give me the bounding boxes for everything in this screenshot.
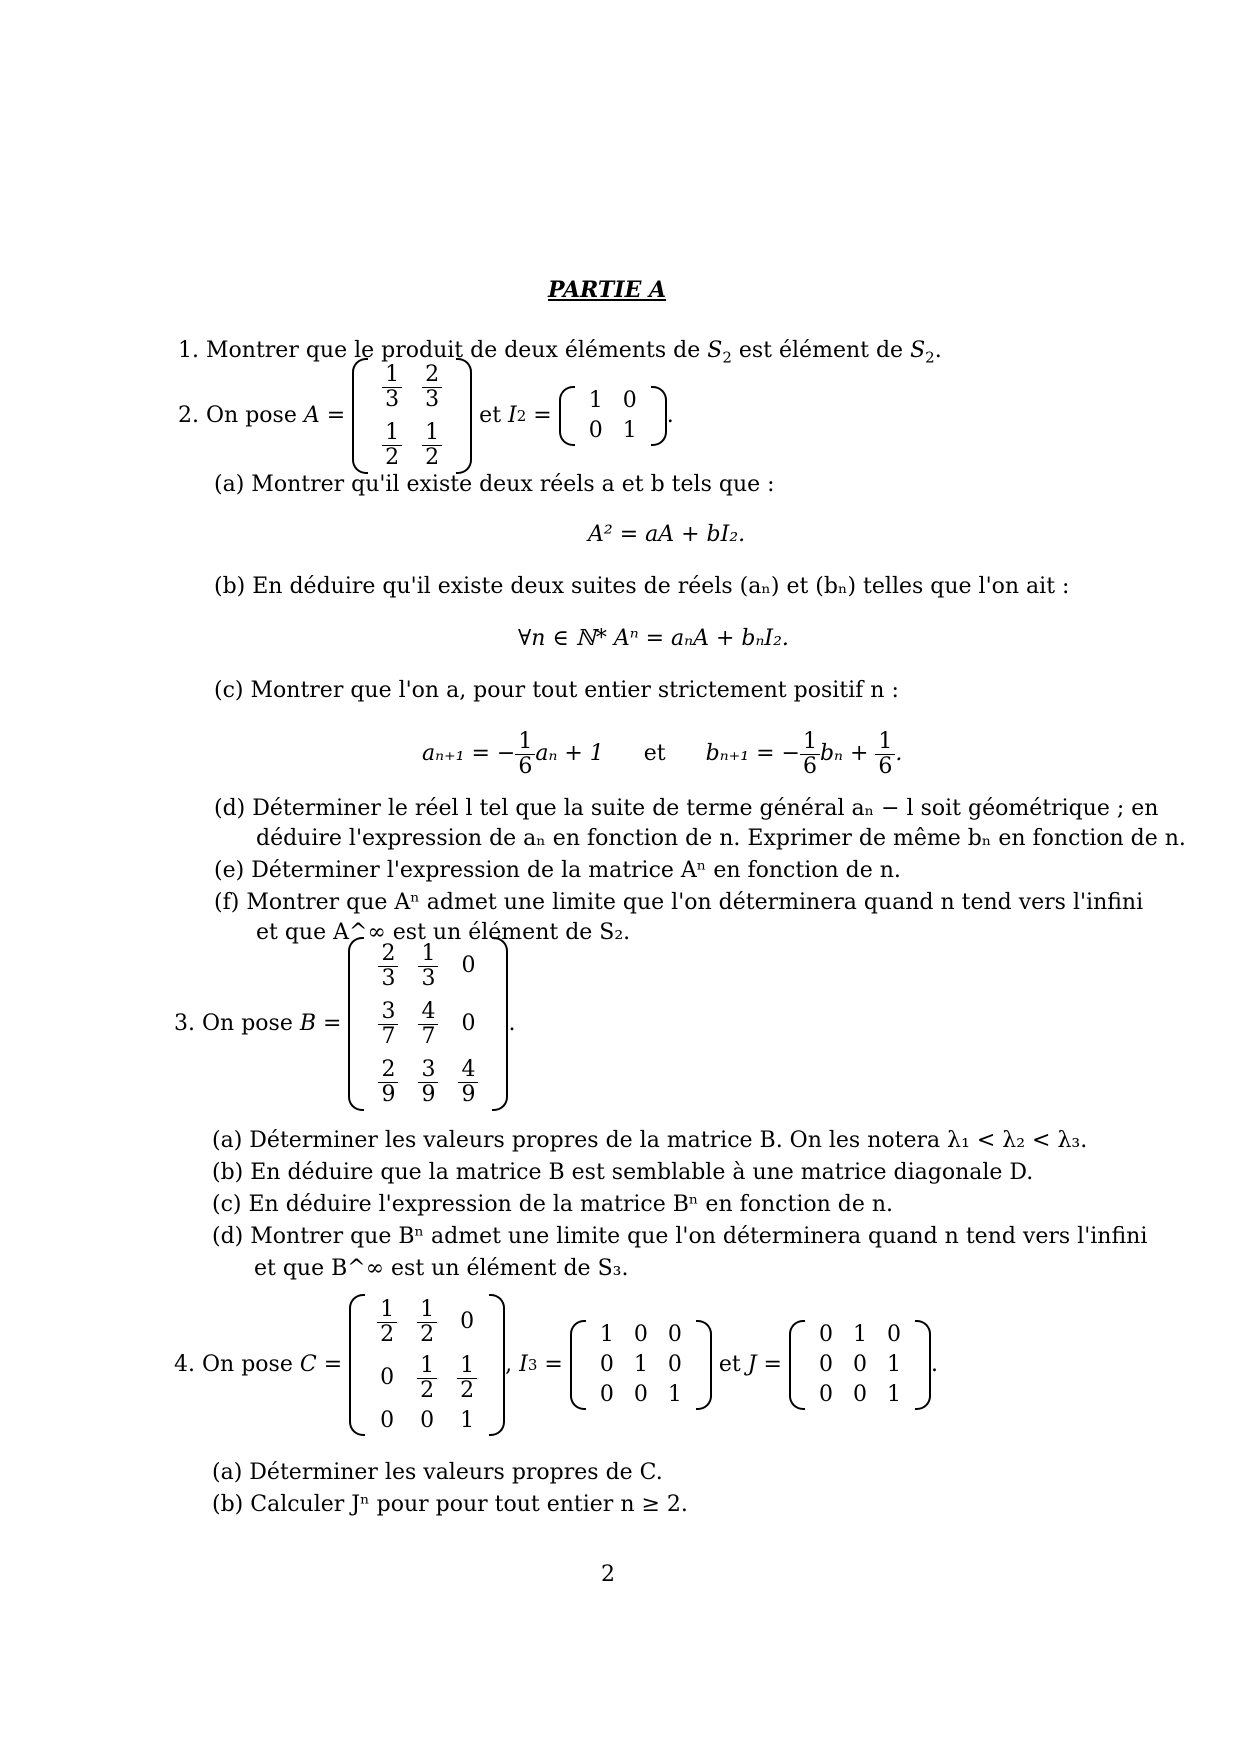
q3a-label: (a) [212,1128,243,1153]
q2d-label: (d) [214,796,246,821]
q1-set-2: S [910,338,926,363]
q4b [212,1490,688,1520]
q2e [214,856,901,886]
q2-label: 2. [178,403,199,429]
q2a [214,470,775,500]
q4-C: C [299,1352,317,1378]
q2b-label: (b) [214,574,246,599]
q2f-label: (f) [214,890,240,915]
q3d-label: (d) [212,1224,244,1249]
q1-text-mid: est élément de [738,338,904,363]
q2f-line1: Montrer que Aⁿ admet une limite que l'on déterminera quand n tend vers l'infini [246,890,1144,915]
q4-et: et [718,1352,741,1378]
q2-A: A [303,403,320,429]
matrix-I3: 1 0 0 0 1 0 0 0 1 [570,1320,712,1410]
q2d [214,794,1158,824]
q4a-text: Déterminer les valeurs propres de C. [249,1460,663,1485]
q4b-text: Calculer Jⁿ pour pour tout entier n ≥ 2. [250,1492,688,1517]
q3-B: B [299,1011,317,1037]
question-2: 2. On pose A = $\frac{1}{3}$ $\frac{2}{3}$ $\frac{1}{2}$ $\frac{1}{2}$ et I 2 = 1 0 0 1 . [178,366,674,466]
page-number: 2 [601,1562,615,1587]
q2b-formula: ∀n ∈ ℕ* Aⁿ = aₙA + bₙI₂. [518,626,789,651]
page-title: PARTIE A [548,277,667,303]
q4-label: 4. [174,1352,195,1378]
q2c-label: (c) [214,678,244,703]
q2f-line2: et que A^∞ est un élément de S₂. [256,920,631,945]
matrix-A: $\frac{1}{3}$ $\frac{2}{3}$ $\frac{1}{2}$ $\frac{1}{2}$ [352,358,472,474]
matrix-J: 0 1 0 0 0 1 0 0 1 [789,1320,931,1410]
question-1 [178,336,942,368]
q2e-label: (e) [214,858,245,883]
q1-end: . [934,338,942,363]
q3a [212,1126,1087,1156]
matrix-I2: 1 0 0 1 [559,386,667,446]
q3b [212,1158,1033,1188]
q2c-text: Montrer que l'on a, pour tout entier strictement positif n : [250,678,899,703]
question-3: 3. On pose B = $\frac{2}{3}$ $\frac{1}{3}$ 0 $\frac{3}{7}$ $\frac{4}{7}$ 0 $\frac{2}{9}$ $\frac{3}{9}$ $\frac{4}{9}$ . [174,944,515,1104]
q4-J: J [747,1352,757,1378]
q4-I3: I [519,1352,528,1378]
q2-et: et [479,403,502,429]
q4a-label: (a) [212,1460,243,1485]
q3b-text: En déduire que la matrice B est semblable à une matrice diagonale D. [250,1160,1034,1185]
q3c-text: En déduire l'expression de la matrice Bⁿ en fonction de n. [248,1192,894,1217]
q2-I: I [508,403,517,429]
q3a-text: Déterminer les valeurs propres de la matrice B. On les notera λ₁ < λ₂ < λ₃. [249,1128,1088,1153]
q3d-line2: et que B^∞ est un élément de S₃. [254,1256,629,1281]
q2-intro: On pose [206,403,297,429]
q2c-formula: aₙ₊₁ = − $\frac{1}{6}$ aₙ + 1 et bₙ₊₁ = − $\frac{1}{6}$ bₙ + $\frac{1}{6}$ . [422,729,903,779]
q3d [212,1222,1147,1252]
q2a-formula: A² = aA + bI₂. [588,522,746,547]
matrix-B: $\frac{2}{3}$ $\frac{1}{3}$ 0 $\frac{3}{7}$ $\frac{4}{7}$ 0 $\frac{2}{9}$ $\frac{3}{9}$ $\frac{4}{9}$ [348,937,508,1111]
q2d-line2: déduire l'expression de aₙ en fonction de n. Exprimer de même bₙ en fonction de n. [256,826,1186,851]
q3-label: 3. [174,1011,195,1037]
q2c [214,676,899,706]
q2a-label: (a) [214,472,245,497]
q2-eq: = [326,403,346,429]
q1-label: 1. [178,338,199,363]
q1-set-sub: 2 [722,348,732,367]
q3-intro: On pose [202,1011,293,1037]
q1-text: Montrer que le produit de deux éléments de [206,338,701,363]
q1-set: S [707,338,723,363]
q2e-text: Déterminer l'expression de la matrice Aⁿ en fonction de n. [251,858,901,883]
q2f [214,888,1143,918]
question-4: 4. On pose C = $\frac{1}{2}$ $\frac{1}{2}$ 0 0 $\frac{1}{2}$ $\frac{1}{2}$ 0 0 1 , I 3 = 1 0 0 0 1 0 0 0 1 et J = 0 1 0 0 0 1 0 0 1 . [174,1290,938,1440]
q4b-label: (b) [212,1492,244,1517]
q2d-line1: Déterminer le réel l tel que la suite de terme général aₙ − l soit géométrique ; en [252,796,1159,821]
q2b [214,572,1069,602]
q3c-label: (c) [212,1192,242,1217]
q2b-text: En déduire qu'il existe deux suites de réels (aₙ) et (bₙ) telles que l'on ait : [252,574,1070,599]
matrix-C: $\frac{1}{2}$ $\frac{1}{2}$ 0 0 $\frac{1}{2}$ $\frac{1}{2}$ 0 0 1 [349,1294,505,1436]
q4-intro: On pose [202,1352,293,1378]
q2a-text: Montrer qu'il existe deux réels a et b tels que : [251,472,775,497]
q3d-line1: Montrer que Bⁿ admet une limite que l'on déterminera quand n tend vers l'infini [250,1224,1148,1249]
q3c [212,1190,893,1220]
q3b-label: (b) [212,1160,244,1185]
q4a [212,1458,663,1488]
q1-set-sub-2: 2 [925,348,935,367]
